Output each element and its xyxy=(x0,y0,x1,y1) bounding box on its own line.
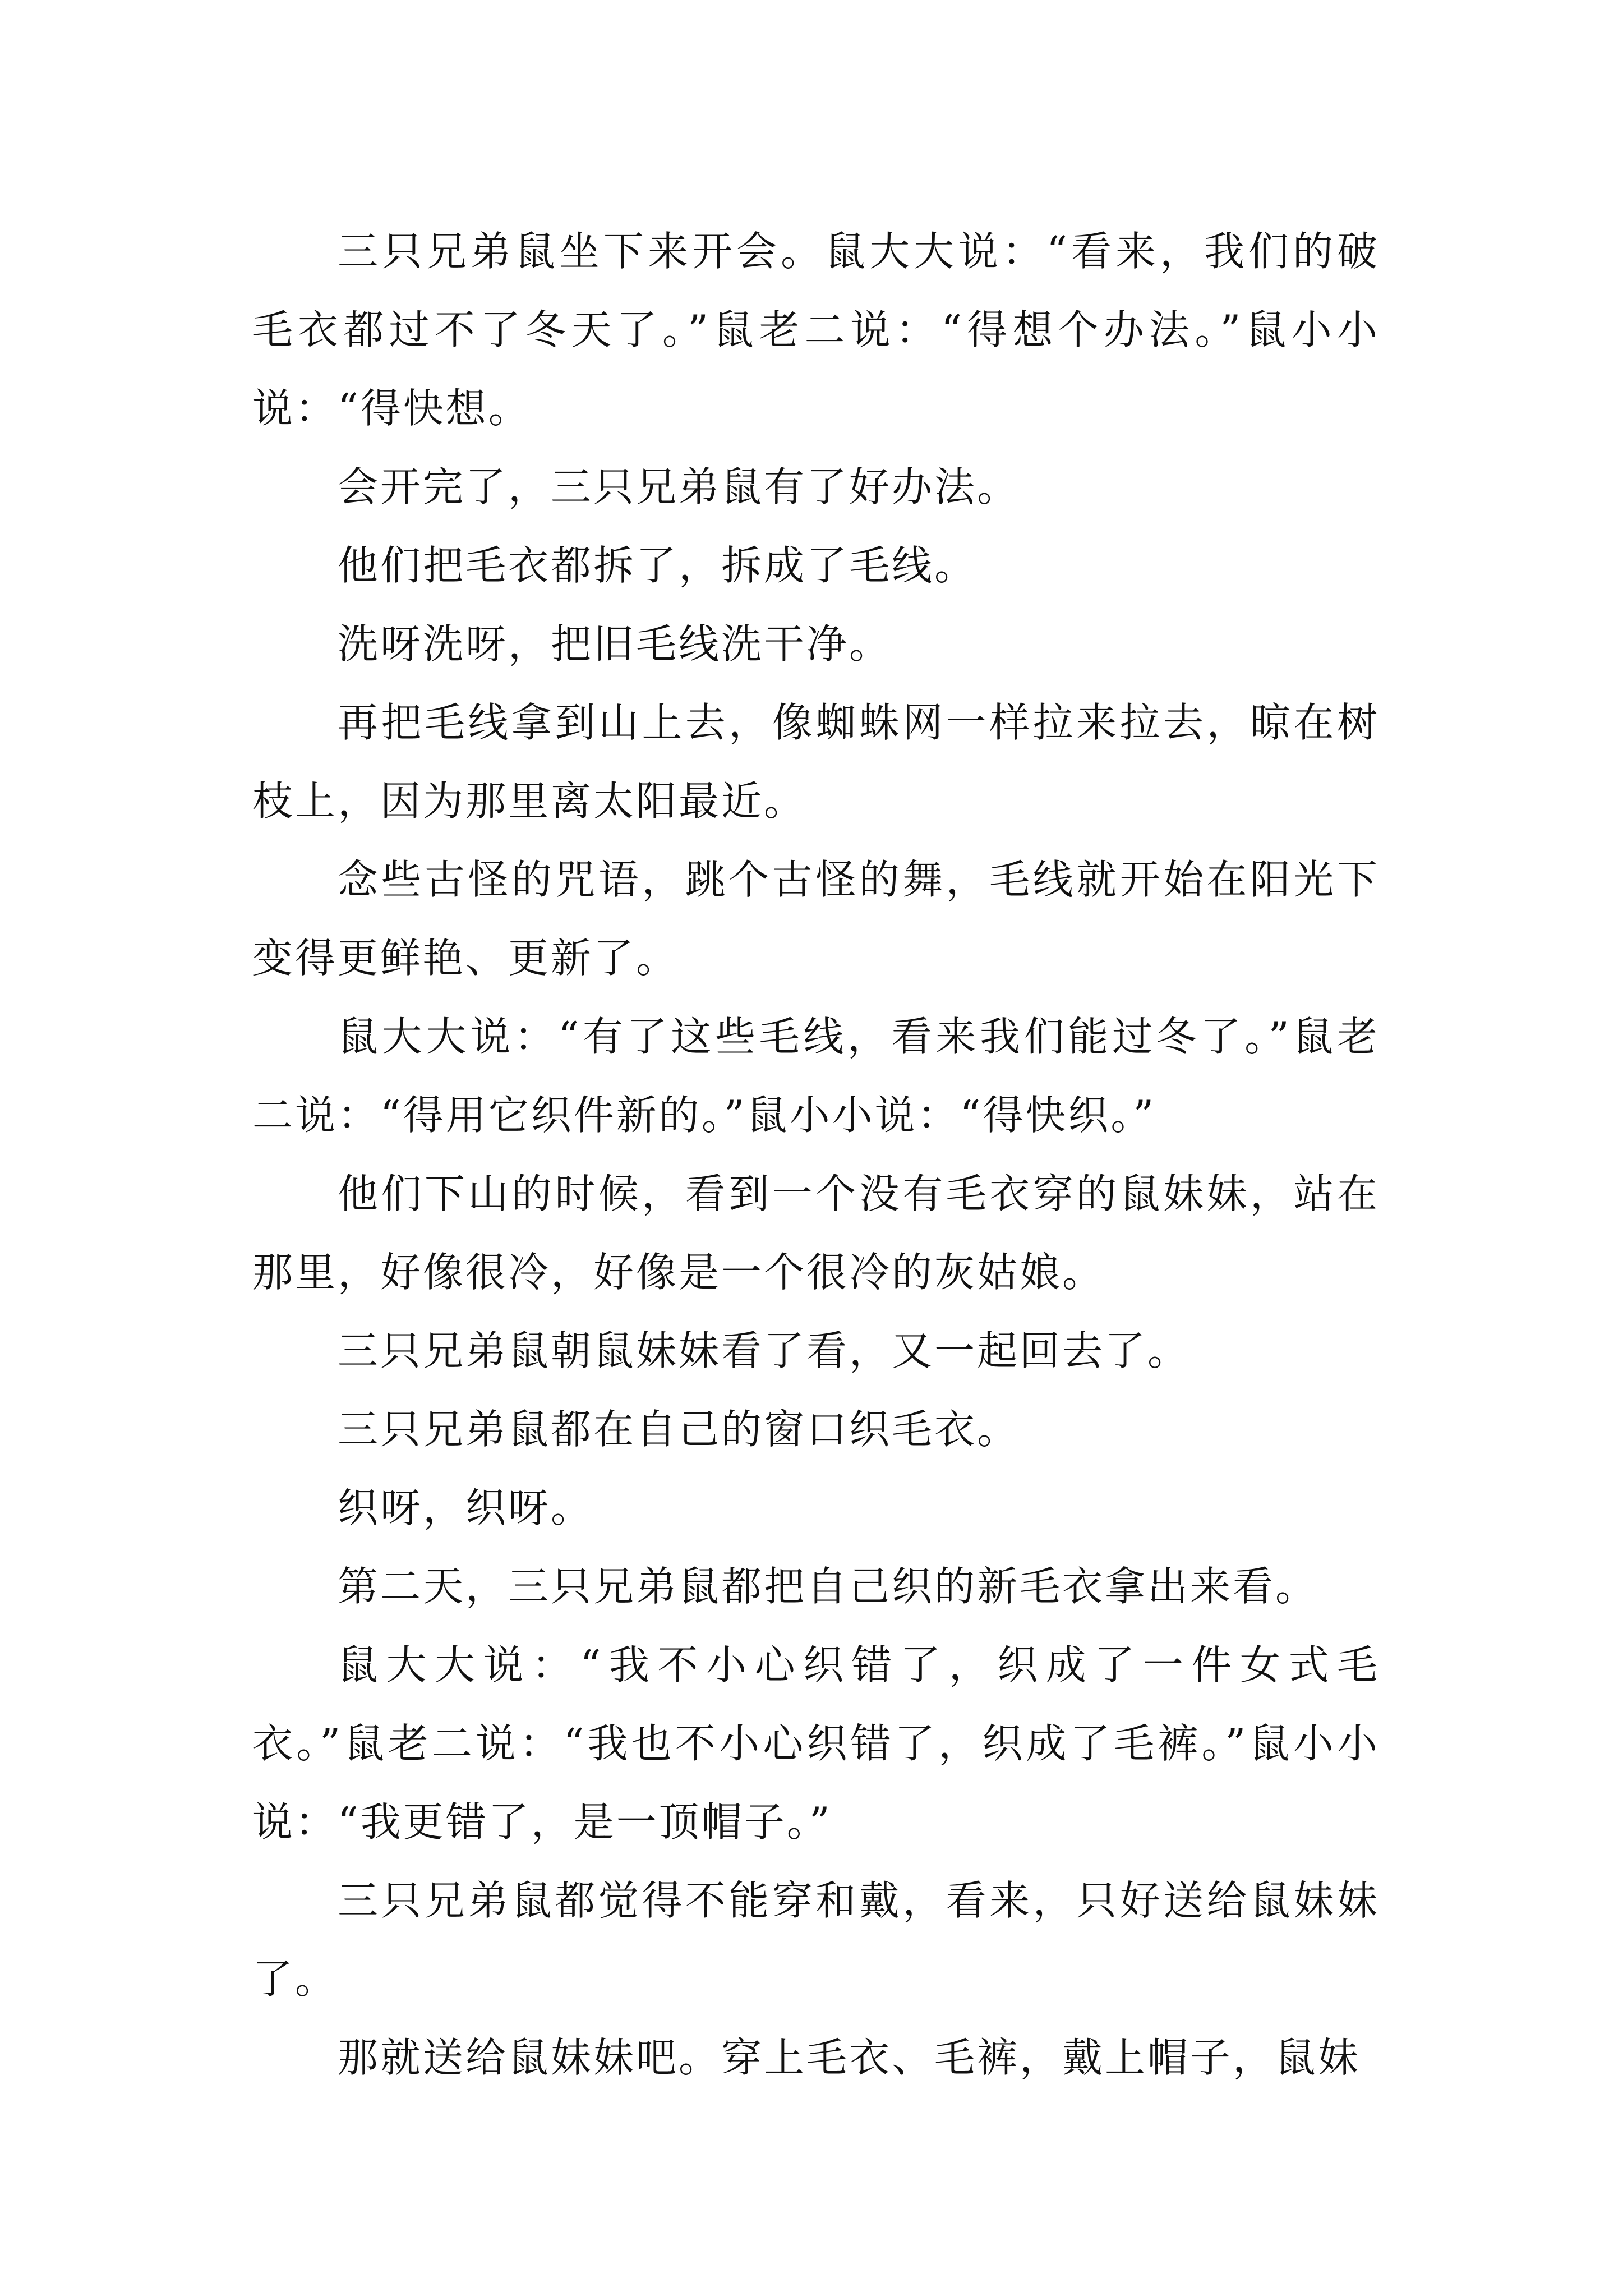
paragraph: 洗呀洗呀，把旧毛线洗干净。 xyxy=(338,620,892,668)
paragraph: 那就送给鼠妹妹吧。穿上毛衣、毛裤，戴上帽子，鼠妹 xyxy=(338,2034,1361,2081)
paragraph: 三只兄弟鼠都在自己的窗口织毛衣。 xyxy=(338,1406,1020,1453)
paragraph: 鼠大大说：“我不小心织错了，织成了一件女式毛衣。”鼠老二说：“我也不小心织错了，织成了毛裤。”鼠小小说：“我更错了，是一顶帽子。” xyxy=(252,1641,1380,1846)
paragraph: 会开完了，三只兄弟鼠有了好办法。 xyxy=(338,463,1020,510)
paragraph: 鼠大大说：“有了这些毛线，看来我们能过冬了。”鼠老二说：“得用它织件新的。”鼠小小说：“得快织。” xyxy=(252,1013,1380,1139)
paragraph: 再把毛线拿到山上去，像蜘蛛网一样拉来拉去，晾在树枝上，因为那里离太阳最近。 xyxy=(252,699,1380,825)
paragraph: 他们下山的时候，看到一个没有毛衣穿的鼠妹妹，站在那里，好像很冷，好像是一个很冷的灰姑娘。 xyxy=(252,1170,1380,1296)
paragraph: 他们把毛衣都拆了，拆成了毛线。 xyxy=(338,542,978,589)
paragraph: 三只兄弟鼠都觉得不能穿和戴，看来，只好送给鼠妹妹了。 xyxy=(252,1877,1380,2003)
paragraph: 念些古怪的咒语，跳个古怪的舞，毛线就开始在阳光下变得更鲜艳、更新了。 xyxy=(252,856,1380,982)
paragraph: 第二天，三只兄弟鼠都把自己织的新毛衣拿出来看。 xyxy=(338,1563,1318,1610)
paragraph: 三只兄弟鼠朝鼠妹妹看了看，又一起回去了。 xyxy=(338,1327,1191,1374)
paragraph: 三只兄弟鼠坐下来开会。鼠大大说：“看来，我们的破毛衣都过不了冬天了。”鼠老二说：“得想个办法。”鼠小小说：“得快想。 xyxy=(252,228,1380,432)
paragraph: 织呀，织呀。 xyxy=(338,1484,594,1531)
story-text xyxy=(252,212,1380,2097)
